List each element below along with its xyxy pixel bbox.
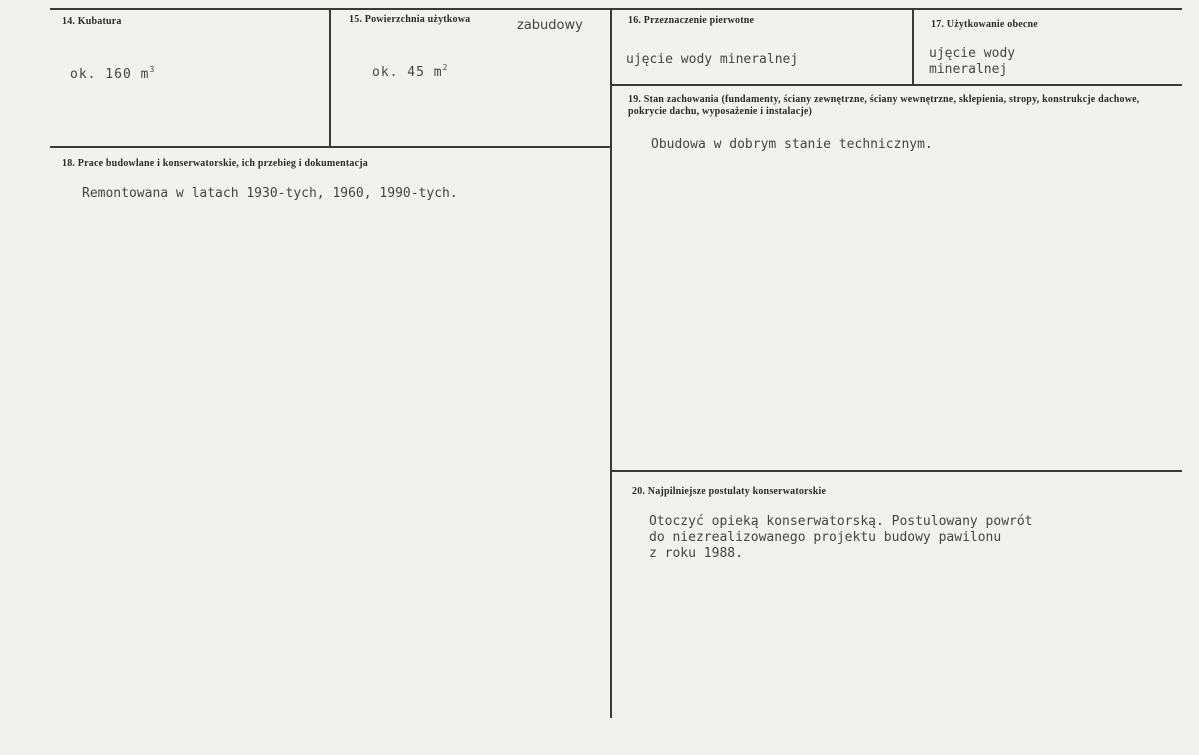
field-16-value: ujęcie wody mineralnej — [626, 52, 799, 67]
field-20-label: 20. Najpilniejsze postulaty konserwatorskie — [632, 486, 827, 497]
field-14-value-text: ok. 160 m — [70, 67, 150, 82]
main-column-divider — [610, 8, 612, 718]
divider-14-15 — [329, 8, 331, 148]
field-18-label: 18. Prace budowlane i konserwatorskie, ich przebieg i dokumentacja — [62, 158, 368, 169]
divider-16-17 — [912, 10, 914, 84]
rule-under-14-15 — [50, 146, 612, 148]
field-15-value — [372, 60, 448, 81]
rule-under-16-17 — [610, 84, 1182, 86]
field-16-label: 16. Przeznaczenie pierwotne — [628, 15, 755, 26]
field-15-extra: zabudowy — [517, 18, 583, 33]
field-14-value — [70, 62, 155, 83]
field-18-value: Remontowana w latach 1930-tych, 1960, 1990-tych. — [82, 186, 458, 201]
field-20-value-line2: do niezrealizowanego projektu budowy pawilonu — [649, 530, 1002, 545]
rule-above-20 — [610, 470, 1182, 472]
field-19-label: 19. Stan zachowania (fundamenty, ściany zewnętrzne, ściany wewnętrzne, sklepienia, stropy, konstrukcje dachowe, pokrycie dachu, wyposażenie i instalacje) — [628, 94, 1140, 117]
field-20-value-line1: Otoczyć opieką konserwatorską. Postulowany powrót — [649, 514, 1033, 529]
field-15-exponent: 2 — [442, 63, 449, 72]
field-14-label: 14. Kubatura — [62, 16, 122, 27]
field-15-label: 15. Powierzchnia użytkowa — [349, 14, 471, 25]
field-17-label: 17. Użytkowanie obecne — [931, 19, 1038, 30]
field-20-value-line3: z roku 1988. — [649, 546, 743, 561]
field-19-value: Obudowa w dobrym stanie technicznym. — [651, 137, 933, 152]
field-17-value-line2: mineralnej — [929, 62, 1008, 77]
field-15-value-text: ok. 45 m — [372, 65, 443, 80]
field-14-exponent: 3 — [149, 65, 156, 74]
top-rule — [50, 8, 1182, 10]
field-17-value-line1: ujęcie wody — [929, 46, 1016, 61]
